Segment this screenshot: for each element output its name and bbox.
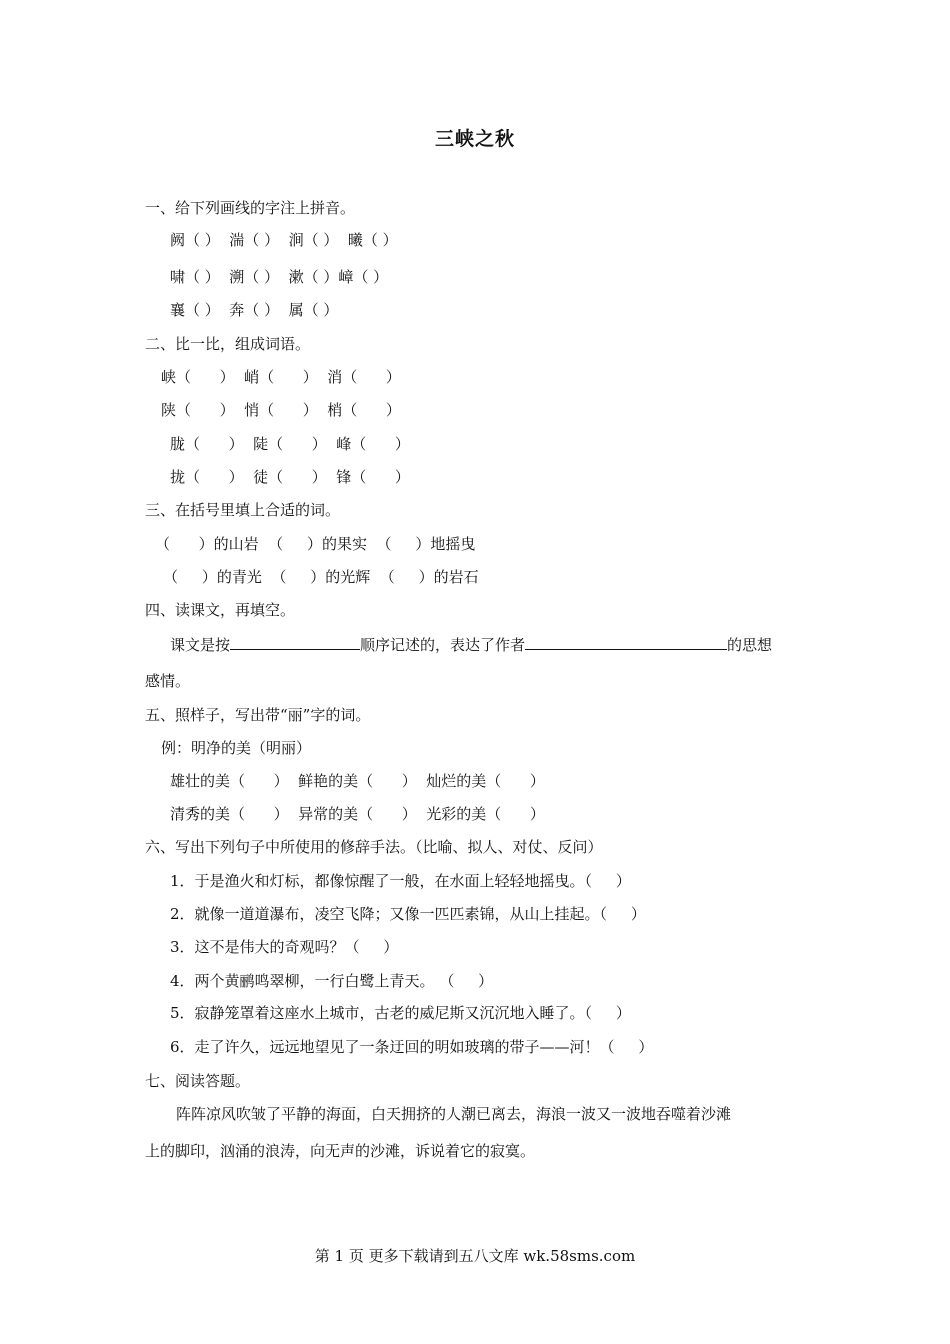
section-1-row-3: 襄（ ） 奔（ ） 属（ ）	[170, 301, 339, 319]
blank-feeling[interactable]	[525, 634, 727, 650]
section-5-heading: 五、照样子，写出带“丽”字的词。	[145, 706, 371, 724]
section-4-heading: 四、读课文，再填空。	[145, 601, 296, 619]
section-1-row-2: 啸（ ） 溯（ ） 漱（ ）嶂（ ）	[170, 268, 389, 286]
section-7-heading: 七、阅读答题。	[145, 1072, 251, 1090]
section-4-continuation: 感情。	[145, 672, 191, 690]
section-3-heading: 三、在括号里填上合适的词。	[145, 501, 341, 519]
section-1-heading: 一、给下列画线的字注上拼音。	[145, 199, 356, 217]
section-2-row-2: 陕（ ） 悄（ ） 梢（ ）	[161, 401, 401, 419]
section-6-sentence-5: 5．寂静笼罩着这座水上城市，古老的威尼斯又沉沉地入睡了。（ ）	[170, 1004, 631, 1022]
sentence-part-3: 的思想	[727, 636, 773, 654]
page-title: 三峡之秋	[434, 128, 515, 150]
section-6-sentence-1: 1．于是渔火和灯标，都像惊醒了一般，在水面上轻轻地摇曳。（ ）	[170, 872, 631, 890]
section-2-row-4: 拢（ ） 徒（ ） 锋（ ）	[170, 468, 410, 486]
section-1-row-1: 阙（ ） 湍（ ） 涧（ ） 曦（ ）	[170, 231, 398, 249]
section-2-row-1: 峡（ ） 峭（ ） 消（ ）	[161, 368, 401, 386]
sentence-part-1: 课文是按	[170, 636, 231, 654]
blank-order[interactable]	[230, 634, 360, 650]
section-5-row-2: 清秀的美（ ） 异常的美（ ） 光彩的美（ ）	[170, 805, 545, 823]
section-6-sentence-2: 2．就像一道道瀑布，凌空飞降；又像一匹匹素锦，从山上挂起。（ ）	[170, 905, 646, 923]
section-6-sentence-3: 3．这不是伟大的奇观吗？（ ）	[170, 938, 399, 956]
page-footer: 第 1 页 更多下载请到五八文库 wk.58sms.com	[314, 1247, 636, 1265]
section-3-row-1: （ ）的山岩 （ ）的果实 （ ）地摇曳	[155, 535, 476, 553]
section-4-sentence	[170, 634, 772, 655]
section-6-sentence-4: 4．两个黄鹂鸣翠柳，一行白鹭上青天。 （ ）	[170, 972, 494, 990]
section-5-row-1: 雄壮的美（ ） 鲜艳的美（ ） 灿烂的美（ ）	[170, 772, 545, 790]
section-5-example: 例：明净的美（明丽）	[161, 739, 312, 757]
section-6-heading: 六、写出下列句子中所使用的修辞手法。（比喻、拟人、对仗、反问）	[145, 838, 603, 856]
reading-paragraph-line-2: 上的脚印，汹涌的浪涛，向无声的沙滩，诉说着它的寂寞。	[145, 1142, 536, 1160]
section-6-sentence-6: 6．走了许久，远远地望见了一条迂回的明如玻璃的带子——河！（ ）	[170, 1038, 654, 1056]
reading-paragraph-line-1: 阵阵凉风吹皱了平静的海面，白天拥挤的人潮已离去，海浪一波又一波地吞噬着沙滩	[176, 1105, 732, 1123]
sentence-part-2: 顺序记述的，表达了作者	[360, 636, 526, 654]
section-3-row-2: （ ）的青光 （ ）的光辉 （ ）的岩石	[163, 568, 479, 586]
section-2-heading: 二、比一比，组成词语。	[145, 335, 311, 353]
section-2-row-3: 胧（ ） 陡（ ） 峰（ ）	[170, 435, 410, 453]
